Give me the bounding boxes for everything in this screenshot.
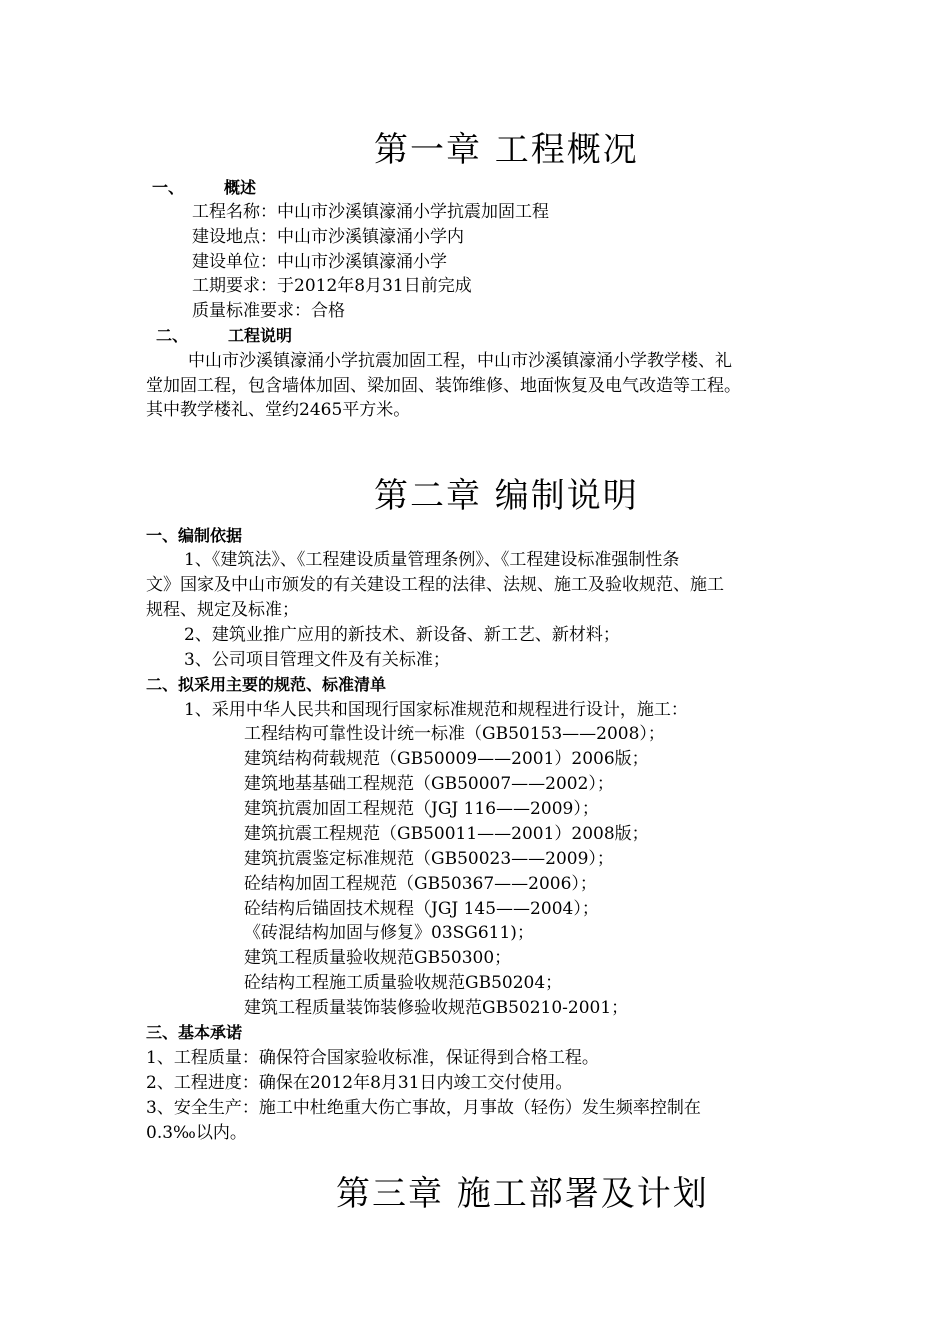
standard-item: 砼结构后锚固技术规程（JGJ 145——2004）；	[244, 899, 599, 919]
promise-item: 0.3‰以内。	[146, 1123, 247, 1143]
standard-item: 砼结构工程施工质量验收规范GB50204；	[244, 973, 563, 993]
standard-item: 砼结构加固工程规范（GB50367——2006）；	[244, 874, 597, 894]
paragraph-line: 中山市沙溪镇濠涌小学抗震加固工程，中山市沙溪镇濠涌小学教学楼、礼	[188, 351, 732, 371]
promise-item: 2、工程进度：确保在2012年8月31日内竣工交付使用。	[146, 1073, 573, 1093]
paragraph-line: 堂加固工程，包含墙体加固、梁加固、装饰维修、地面恢复及电气改造等工程。	[146, 376, 741, 396]
paragraph-line: 其中教学楼礼、堂约2465平方米。	[146, 400, 411, 420]
standard-item: 建筑抗震加固工程规范（JGJ 116——2009）；	[244, 799, 599, 819]
paragraph-line: 1、采用中华人民共和国现行国家标准规范和规程进行设计，施工：	[184, 700, 688, 720]
section-title: 工程说明	[228, 326, 293, 345]
paragraph-line: 3、公司项目管理文件及有关标准；	[184, 650, 450, 670]
standard-item: 工程结构可靠性设计统一标准（GB50153——2008）；	[244, 724, 665, 744]
paragraph-line: 1、《建筑法》、《工程建设质量管理条例》、《工程建设标准强制性条	[184, 550, 680, 570]
standard-item: 建筑工程质量验收规范GB50300；	[244, 948, 512, 968]
section-heading	[152, 176, 256, 200]
chapter-1-title: 第一章 工程概况	[374, 130, 639, 170]
project-field: 建设单位：中山市沙溪镇濠涌小学	[192, 252, 447, 272]
section-number: 二、	[156, 326, 189, 345]
standard-item: 《砖混结构加固与修复》03SG611)；	[244, 923, 534, 943]
section-heading: 三、基本承诺	[146, 1023, 243, 1042]
project-field: 建设地点：中山市沙溪镇濠涌小学内	[192, 227, 464, 247]
promise-item: 3、安全生产：施工中杜绝重大伤亡事故，月事故（轻伤）发生频率控制在	[146, 1098, 701, 1118]
standard-item: 建筑抗震工程规范（GB50011——2001）2008版；	[244, 824, 649, 844]
project-field: 工期要求：于2012年8月31日前完成	[192, 276, 472, 296]
standard-item: 建筑工程质量装饰装修验收规范GB50210-2001；	[244, 998, 629, 1018]
section-number: 一、	[152, 178, 185, 197]
paragraph-line: 规程、规定及标准；	[146, 600, 299, 620]
section-title: 概述	[224, 178, 257, 197]
section-heading: 二、拟采用主要的规范、标准清单	[146, 675, 387, 694]
section-heading: 一、编制依据	[146, 526, 243, 545]
chapter-3-title: 第三章 施工部署及计划	[336, 1174, 709, 1214]
paragraph-line: 文》国家及中山市颁发的有关建设工程的法律、法规、施工及验收规范、施工	[146, 575, 724, 595]
standard-item: 建筑结构荷载规范（GB50009——2001）2006版；	[244, 749, 649, 769]
chapter-2-title: 第二章 编制说明	[374, 476, 639, 516]
paragraph-line: 2、建筑业推广应用的新技术、新设备、新工艺、新材料；	[184, 625, 620, 645]
section-heading	[156, 324, 292, 348]
project-field: 质量标准要求：合格	[192, 301, 345, 321]
standard-item: 建筑抗震鉴定标准规范（GB50023——2009）；	[244, 849, 614, 869]
project-field: 工程名称：中山市沙溪镇濠涌小学抗震加固工程	[192, 202, 549, 222]
promise-item: 1、工程质量：确保符合国家验收标准，保证得到合格工程。	[146, 1048, 599, 1068]
standard-item: 建筑地基基础工程规范（GB50007——2002）；	[244, 774, 614, 794]
